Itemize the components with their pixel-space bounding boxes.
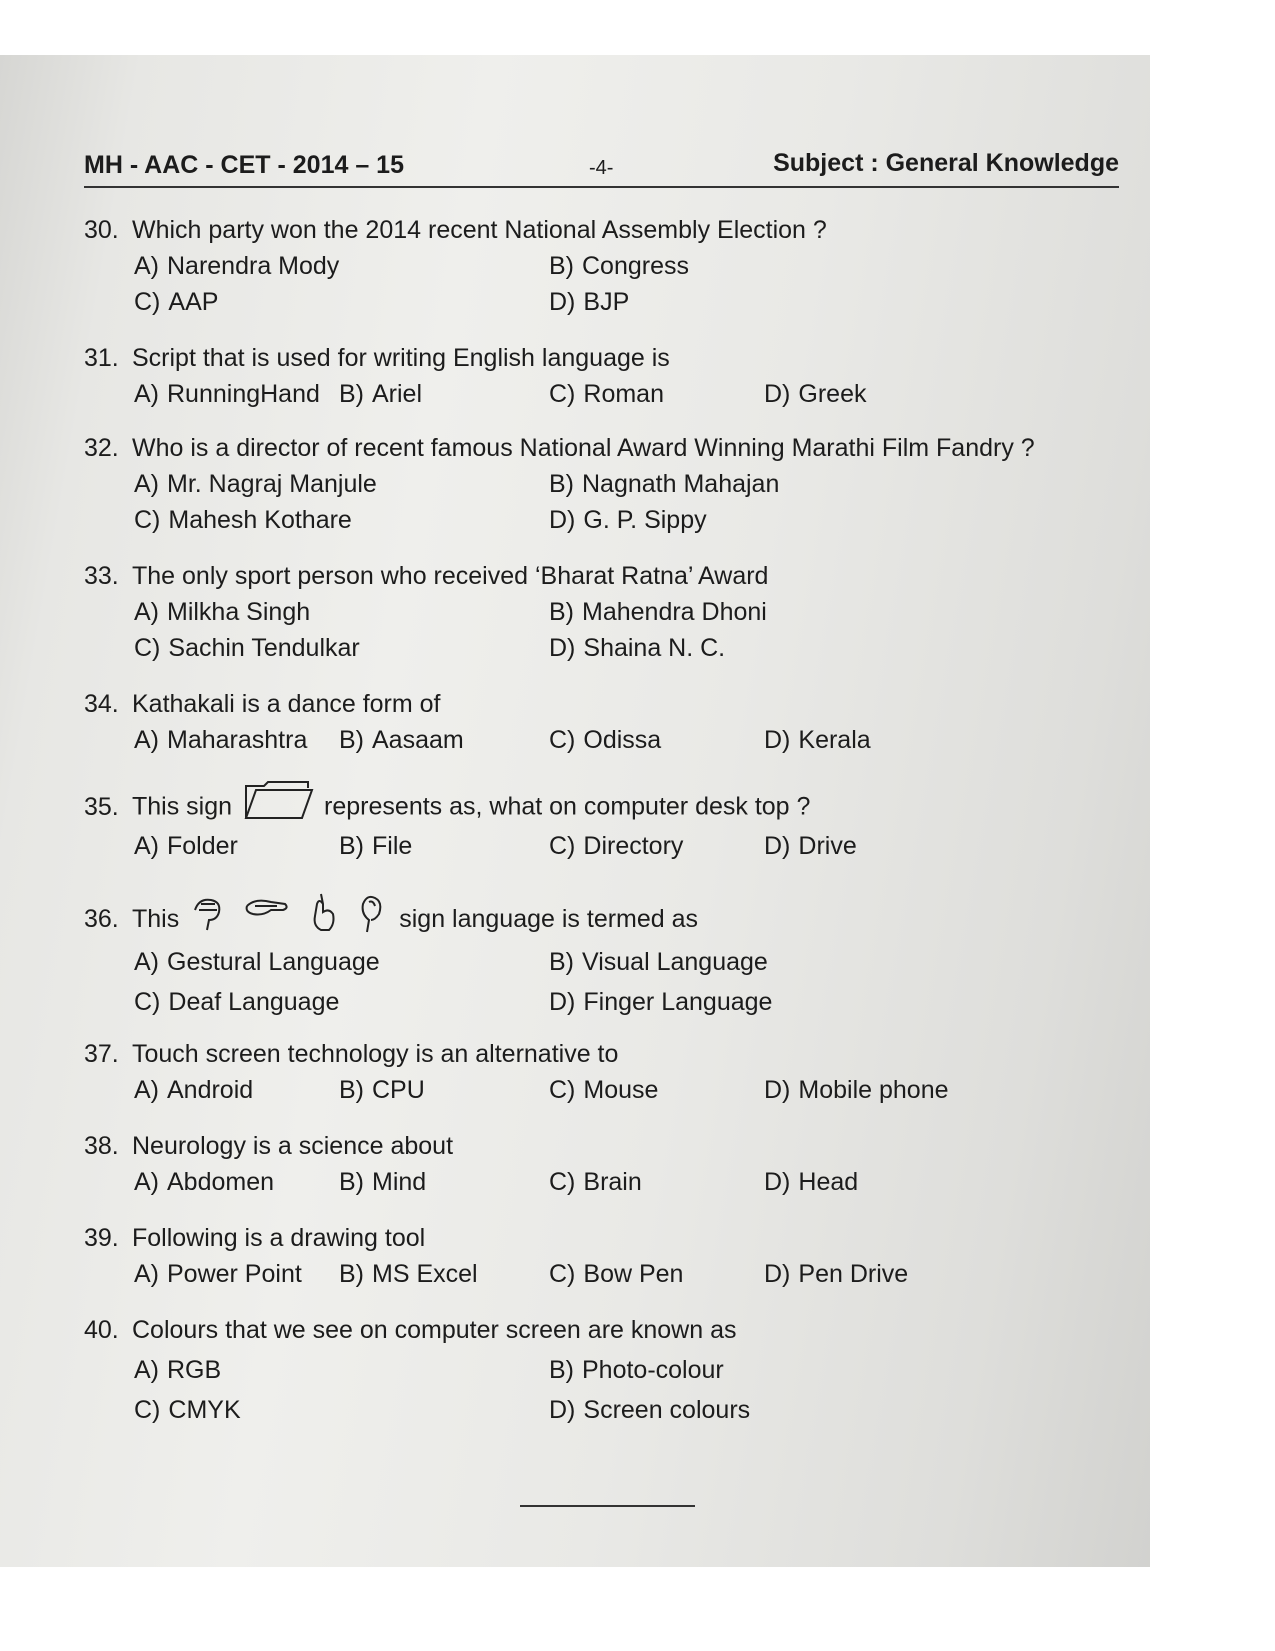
option-d[interactable]: D) Greek (764, 380, 867, 408)
question-text: Who is a director of recent famous National Award Winning Marathi Film Fandry ? (132, 434, 1035, 462)
option-a[interactable]: A) RGB (134, 1356, 222, 1384)
option-d[interactable]: D) Finger Language (549, 988, 773, 1016)
option-a[interactable]: A) Folder (134, 832, 238, 860)
option-d[interactable]: D) Screen colours (549, 1396, 751, 1424)
question-text: Touch screen technology is an alternative to (132, 1040, 619, 1068)
option-d[interactable]: D) Kerala (764, 726, 871, 754)
question-number: 33. (84, 562, 119, 590)
option-c[interactable]: C) Bow Pen (549, 1260, 684, 1288)
option-d[interactable]: D) Drive (764, 832, 857, 860)
option-c[interactable]: C) CMYK (134, 1396, 241, 1424)
question-text: Colours that we see on computer screen are known as (132, 1316, 737, 1344)
option-a[interactable]: A) Milkha Singh (134, 598, 311, 626)
option-a[interactable]: A) Abdomen (134, 1168, 275, 1196)
option-b[interactable]: B) Mahendra Dhoni (549, 598, 767, 626)
option-a[interactable]: A) Narendra Mody (134, 252, 340, 280)
question-38 (84, 1128, 1144, 1200)
option-b[interactable]: B) Photo-colour (549, 1356, 724, 1384)
option-c[interactable]: C) Deaf Language (134, 988, 340, 1016)
option-d[interactable]: D) G. P. Sippy (549, 506, 707, 534)
option-d[interactable]: D) Shaina N. C. (549, 634, 726, 662)
end-rule (520, 1505, 695, 1507)
option-a[interactable]: A) Gestural Language (134, 948, 380, 976)
question-36 (84, 890, 1144, 1020)
question-text-after: represents as, what on computer desk top ? (324, 792, 811, 821)
option-a[interactable]: A) Maharashtra (134, 726, 308, 754)
question-34 (84, 686, 1144, 758)
option-d[interactable]: D) Mobile phone (764, 1076, 949, 1104)
option-c[interactable]: C) Mouse (549, 1076, 659, 1104)
question-text: Neurology is a science about (132, 1132, 454, 1160)
question-text: Script that is used for writing English language is (132, 344, 670, 372)
question-number: 30. (84, 216, 119, 244)
question-31 (84, 340, 1144, 412)
question-30 (84, 212, 1144, 320)
page-number: -4- (589, 157, 614, 179)
option-d[interactable]: D) Head (764, 1168, 859, 1196)
question-text: Which party won the 2014 recent National Assembly Election ? (132, 216, 827, 244)
question-number: 40. (84, 1316, 119, 1344)
option-c[interactable]: C) Brain (549, 1168, 642, 1196)
subject-title: Subject : General Knowledge (773, 149, 1119, 177)
option-b[interactable]: B) Ariel (339, 380, 423, 408)
option-c[interactable]: C) Sachin Tendulkar (134, 634, 360, 662)
option-c[interactable]: C) Directory (549, 832, 684, 860)
option-c[interactable]: C) Roman (549, 380, 664, 408)
question-number: 34. (84, 690, 119, 718)
option-a[interactable]: A) RunningHand (134, 380, 320, 408)
question-39 (84, 1220, 1144, 1292)
option-d[interactable]: D) Pen Drive (764, 1260, 909, 1288)
question-text: The only sport person who received ‘Bharat Ratna’ Award (132, 562, 769, 590)
option-b[interactable]: B) CPU (339, 1076, 425, 1104)
option-a[interactable]: A) Power Point (134, 1260, 302, 1288)
exam-code: MH - AAC - CET - 2014 – 15 (84, 151, 404, 179)
question-text-before: This (132, 905, 180, 934)
question-number: 39. (84, 1224, 119, 1252)
option-b[interactable]: B) MS Excel (339, 1260, 478, 1288)
question-number: 38. (84, 1132, 119, 1160)
option-d[interactable]: D) BJP (549, 288, 630, 316)
question-37 (84, 1036, 1144, 1108)
question-33 (84, 558, 1144, 666)
option-c[interactable]: C) AAP (134, 288, 219, 316)
question-text-before: This sign (132, 792, 233, 821)
option-c[interactable]: C) Mahesh Kothare (134, 506, 352, 534)
option-a[interactable]: A) Mr. Nagraj Manjule (134, 470, 377, 498)
option-a[interactable]: A) Android (134, 1076, 254, 1104)
hand-signs-icon (189, 890, 389, 951)
option-c[interactable]: C) Odissa (549, 726, 662, 754)
option-b[interactable]: B) File (339, 832, 413, 860)
option-b[interactable]: B) Nagnath Mahajan (549, 470, 780, 498)
question-number: 31. (84, 344, 119, 372)
question-32 (84, 430, 1144, 538)
option-b[interactable]: B) Mind (339, 1168, 427, 1196)
question-40 (84, 1312, 1144, 1428)
question-number: 32. (84, 434, 119, 462)
question-number: 35. (84, 792, 119, 821)
option-b[interactable]: B) Aasaam (339, 726, 464, 754)
option-b[interactable]: B) Visual Language (549, 948, 768, 976)
question-text: Following is a drawing tool (132, 1224, 426, 1252)
page-header (84, 150, 1119, 188)
question-number: 36. (84, 905, 119, 934)
question-text: Kathakali is a dance form of (132, 690, 441, 718)
question-number: 37. (84, 1040, 119, 1068)
question-35 (84, 780, 1144, 864)
option-b[interactable]: B) Congress (549, 252, 689, 280)
question-text-after: sign language is termed as (399, 905, 699, 934)
